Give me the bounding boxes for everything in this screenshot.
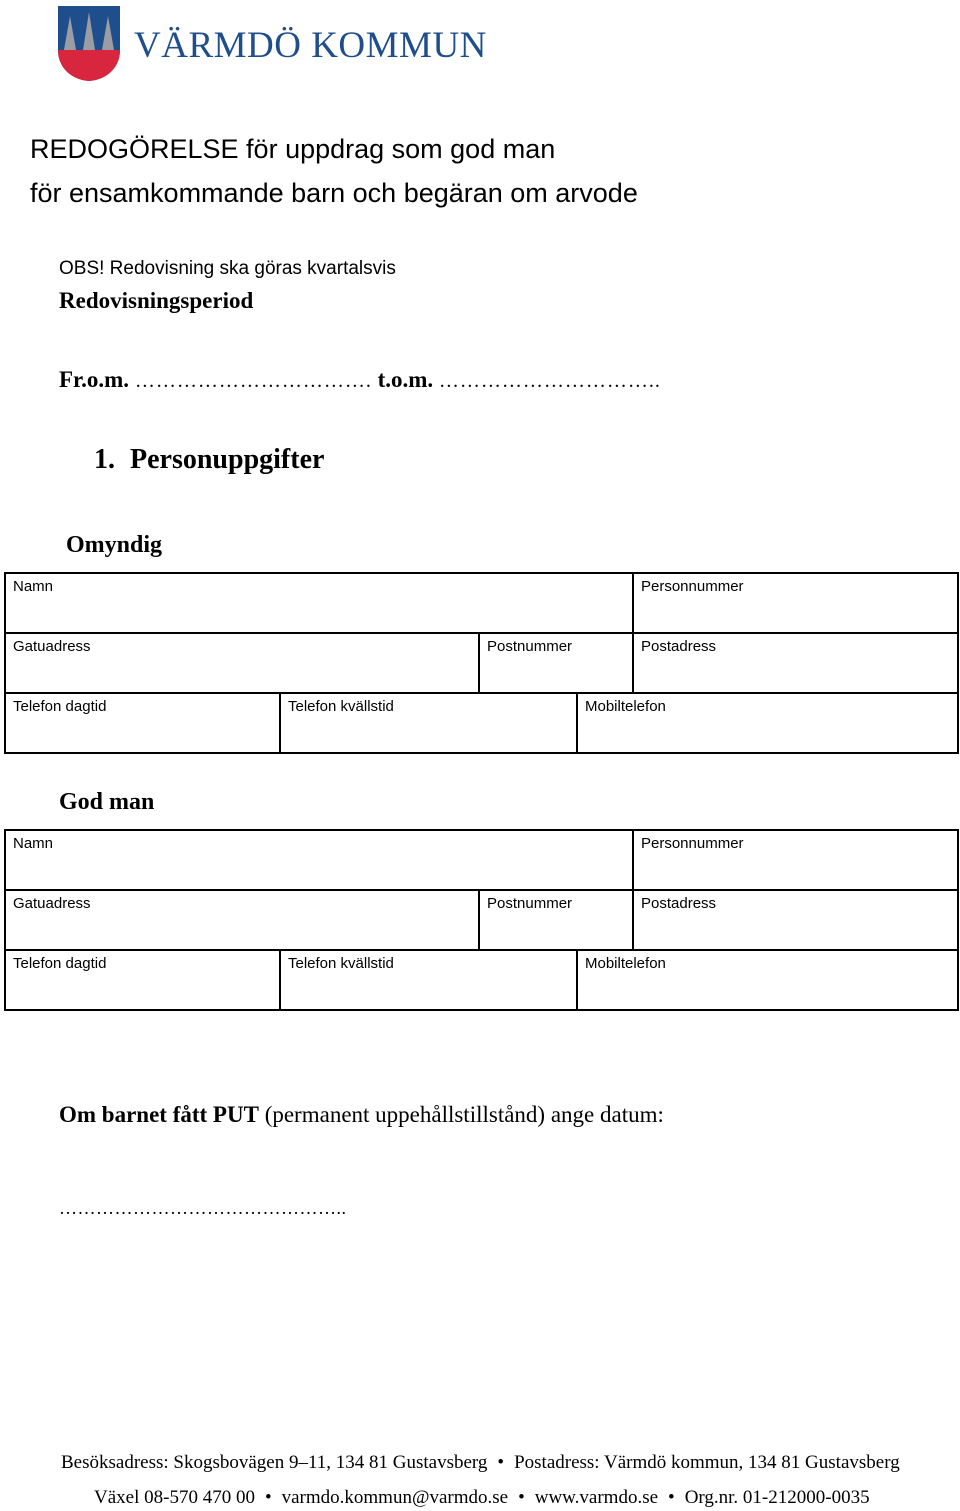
document-title-line-2: för ensamkommande barn och begäran om arvode [30,178,638,208]
footer-bullet: • [264,1487,272,1508]
footer-line-1 [61,1452,900,1474]
to-date-label: t.o.m. [377,367,434,392]
residence-permit-question-rest: (permanent uppehållstillstånd) ange datum: [258,1102,664,1127]
minor-details-form [4,572,959,754]
from-date-field[interactable]: ……………………………. [134,370,372,392]
footer-phone: Växel 08-570 470 00 [94,1487,255,1508]
footer-bullet: • [518,1487,525,1508]
minor-phone-evening-label: Telefon kvällstid [288,698,394,715]
minor-street-address-label: Gatuadress [13,638,91,655]
reporting-period-heading: Redovisningsperiod [59,288,254,313]
guardian-mobile-field[interactable] [578,951,959,1011]
minor-postal-code-label: Postnummer [487,638,573,655]
logo-wordmark: VÄRMDÖ KOMMUN [134,25,487,66]
to-date-field[interactable]: ………………………….. [438,370,661,392]
minor-personal-number-label: Personnummer [641,578,744,595]
section-personal-details-heading [94,444,324,476]
guardian-personal-number-label: Personnummer [641,835,744,852]
minor-phone-evening-field[interactable] [281,694,576,754]
guardian-phone-day-label: Telefon dagtid [13,955,107,972]
minor-phone-day-field[interactable] [6,694,279,754]
minor-postal-address-field[interactable] [634,634,959,692]
footer-website-link[interactable]: www.varmdo.se [534,1487,659,1508]
guardian-street-address-label: Gatuadress [13,895,91,912]
guardian-personal-number-field[interactable] [634,831,959,889]
guardian-postal-address-label: Postadress [641,895,717,912]
minor-street-address-field[interactable] [6,634,478,692]
residence-permit-question [59,1102,664,1128]
document-title-line-1: REDOGÖRELSE för uppdrag som god man [30,134,556,164]
section-number: 1. [94,444,115,475]
guardian-name-label: Namn [13,835,54,852]
minor-personal-number-field[interactable] [634,574,959,632]
residence-permit-question-bold: Om barnet fått PUT [59,1102,259,1127]
footer-org-number: Org.nr. 01-212000-0035 [684,1487,870,1508]
footer-postal-address: Postadress: Värmdö kommun, 134 81 Gustavsberg [514,1452,900,1473]
guardian-postal-code-field[interactable] [480,891,632,949]
guardian-details-form [4,829,959,1011]
guardian-street-address-field[interactable] [6,891,478,949]
minor-name-label: Namn [13,578,54,595]
guardian-phone-evening-field[interactable] [281,951,576,1011]
minor-heading: Omyndig [66,532,163,558]
municipality-logo [56,4,487,82]
footer-bullet: • [668,1487,675,1508]
guardian-phone-day-field[interactable] [6,951,279,1011]
guardian-phone-evening-label: Telefon kvällstid [288,955,394,972]
guardian-name-field[interactable] [6,831,632,889]
reporting-notice: OBS! Redovisning ska göras kvartalsvis [59,258,396,279]
footer-email-link[interactable]: varmdo.kommun@varmdo.se [281,1487,509,1508]
coat-of-arms-icon [56,4,122,82]
minor-postal-address-label: Postadress [641,638,717,655]
minor-phone-day-label: Telefon dagtid [13,698,107,715]
guardian-postal-address-field[interactable] [634,891,959,949]
guardian-postal-code-label: Postnummer [487,895,573,912]
residence-permit-date-field[interactable]: ……………………………………….. [59,1198,347,1218]
section-title: Personuppgifter [130,444,325,475]
minor-name-field[interactable] [6,574,632,632]
guardian-mobile-label: Mobiltelefon [585,955,666,972]
footer-line-2 [94,1487,870,1509]
reporting-period-row [59,367,661,393]
footer-visit-address: Besöksadress: Skogsbovägen 9–11, 134 81 Gustavsberg [61,1452,488,1473]
guardian-heading: God man [59,789,155,815]
minor-mobile-field[interactable] [578,694,959,754]
footer-bullet: • [497,1452,505,1473]
from-date-label: Fr.o.m. [59,367,130,392]
minor-postal-code-field[interactable] [480,634,632,692]
minor-mobile-label: Mobiltelefon [585,698,666,715]
